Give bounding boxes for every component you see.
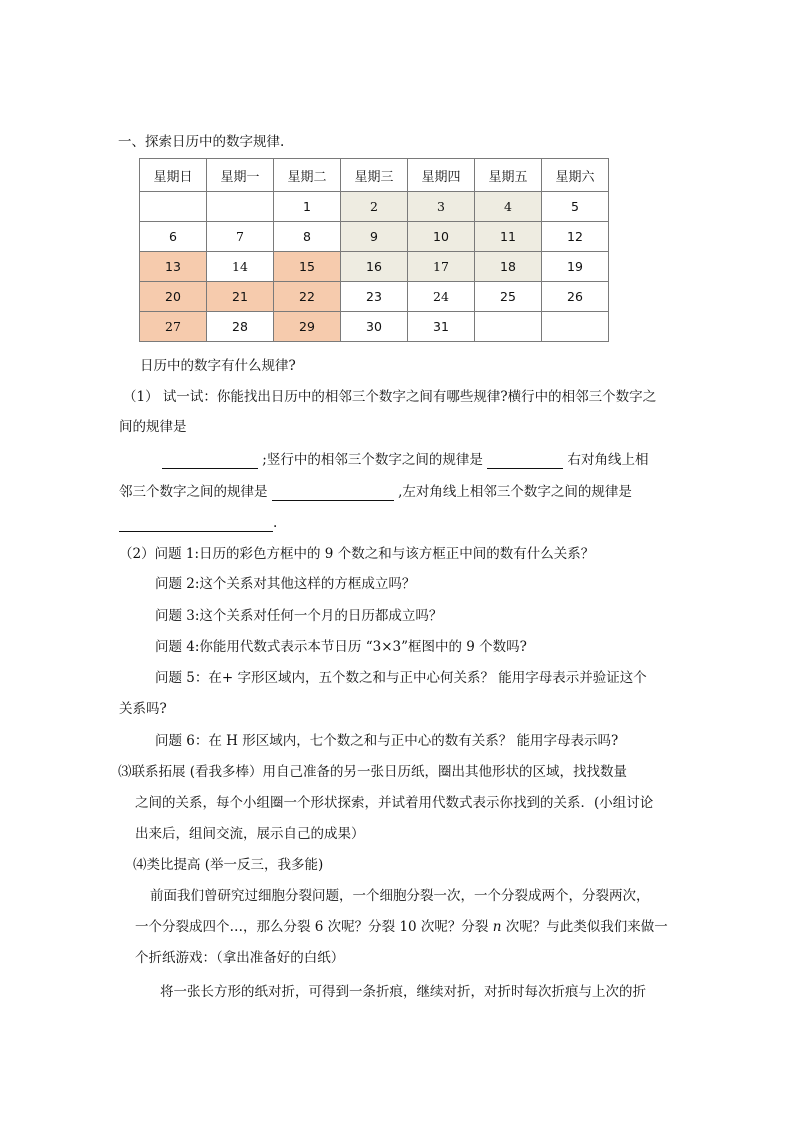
q4-line-2-text: 一个分裂成四个…，那么分裂 6 次呢？分裂 10 次呢？分裂: [135, 919, 493, 935]
calendar-cell: [140, 192, 207, 222]
calendar-cell: 12: [542, 222, 609, 252]
q4-line-2-tail: 次呢？与此类似我们来做一: [501, 919, 668, 935]
weekday-header: 星期一: [207, 159, 274, 192]
calendar-table: [139, 158, 609, 342]
section-title: 一、探索日历中的数字规律.: [118, 134, 285, 150]
calendar-week-row: [140, 192, 609, 222]
q3-line-1: ⑶联系拓展 (看我多棒）用自己准备的另一张日历纸，圈出其他形状的区域，找找数量: [118, 764, 628, 780]
weekday-header: 星期六: [542, 159, 609, 192]
calendar-cell: 21: [207, 282, 274, 312]
calendar-cell: 11: [475, 222, 542, 252]
calendar-cell: 2: [341, 192, 408, 222]
calendar-cell: 27: [140, 312, 207, 342]
q2-problem-1: （2）问题 1:日历的彩色方框中的 9 个数之和与该方框正中间的数有什么关系？: [119, 546, 595, 562]
answer-blank[interactable]: [119, 517, 273, 532]
calendar-cell: 31: [408, 312, 475, 342]
q1-line-5-end: .: [273, 515, 278, 531]
q2-problem-5: 问题 5：在+ 字形区域内，五个数之和与正中心何关系？ 能用字母表示并验证这个: [155, 670, 647, 686]
calendar-cell: 5: [542, 192, 609, 222]
calendar-cell: 22: [274, 282, 341, 312]
q1-line-4-text: 邻三个数字之间的规律是: [119, 484, 268, 500]
weekday-header: 星期日: [140, 159, 207, 192]
q3-line-3: 出来后，组间交流，展示自己的成果）: [135, 826, 365, 842]
q2-problem-3: 问题 3:这个关系对任何一个月的日历都成立吗？: [155, 608, 443, 624]
calendar-cell: [207, 192, 274, 222]
calendar-header-row: [140, 159, 609, 192]
q4-line-1: 前面我们曾研究过细胞分裂问题，一个细胞分裂一次，一个分裂成两个，分裂两次，: [150, 888, 650, 904]
q4-line-4: 将一张长方形的纸对折，可得到一条折痕，继续对折，对折时每次折痕与上次的折: [160, 984, 646, 1000]
calendar-week-row: [140, 222, 609, 252]
q1-line-3: [162, 451, 648, 469]
calendar-cell: 13: [140, 252, 207, 282]
calendar-cell: 6: [140, 222, 207, 252]
q1-line-3-text: ;竖行中的相邻三个数字之间的规律是: [262, 452, 483, 468]
weekday-header: 星期三: [341, 159, 408, 192]
q1-line-4: [119, 483, 632, 501]
q2-problem-4: 问题 4:你能用代数式表示本节日历 “3×3”框图中的 9 个数吗?: [155, 639, 527, 655]
calendar-week-row: [140, 282, 609, 312]
calendar-cell: 24: [408, 282, 475, 312]
calendar-cell: 18: [475, 252, 542, 282]
calendar-cell: 23: [341, 282, 408, 312]
q4-title: ⑷类比提高 (举一反三，我多能): [133, 857, 324, 873]
q1-line-3-tail: 右对角线上相: [567, 452, 649, 468]
calendar-cell: 3: [408, 192, 475, 222]
calendar-cell: 7: [207, 222, 274, 252]
q1-line-2: 间的规律是: [119, 419, 187, 435]
q1-line-4-tail: ,左对角线上相邻三个数字之间的规律是: [398, 484, 632, 500]
q2-problem-6: 问题 6：在 H 形区域内，七个数之和与正中心的数有关系？ 能用字母表示吗?: [155, 733, 619, 749]
q4-line-2: [135, 918, 668, 936]
calendar-cell: 10: [408, 222, 475, 252]
q2-problem-5-cont: 关系吗?: [119, 701, 167, 717]
calendar-cell: 15: [274, 252, 341, 282]
answer-blank[interactable]: [487, 454, 563, 469]
calendar-cell: 8: [274, 222, 341, 252]
weekday-header: 星期四: [408, 159, 475, 192]
question-intro: 日历中的数字有什么规律?: [140, 358, 296, 374]
calendar-week-row: [140, 312, 609, 342]
q1-line-5: [119, 514, 277, 532]
calendar-cell: 28: [207, 312, 274, 342]
calendar-cell: 9: [341, 222, 408, 252]
q2-problem-2: 问题 2:这个关系对其他这样的方框成立吗？: [155, 576, 416, 592]
q4-line-3: 个折纸游戏：（拿出准备好的白纸）: [135, 950, 345, 966]
calendar-cell: [542, 312, 609, 342]
q1-line-1: （1） 试一试：你能找出日历中的相邻三个数字之间有哪些规律?横行中的相邻三个数字之: [123, 389, 657, 405]
calendar-cell: 26: [542, 282, 609, 312]
variable-n: n: [492, 919, 502, 935]
calendar-cell: 20: [140, 282, 207, 312]
calendar-cell: 19: [542, 252, 609, 282]
calendar-cell: 30: [341, 312, 408, 342]
calendar-cell: 14: [207, 252, 274, 282]
calendar-cell: 1: [274, 192, 341, 222]
answer-blank[interactable]: [272, 486, 394, 501]
calendar-cell: 25: [475, 282, 542, 312]
q3-line-2: 之间的关系，每个小组圈一个形状探索，并试着用代数式表示你找到的关系．(小组讨论: [135, 795, 654, 811]
calendar-week-row: [140, 252, 609, 282]
calendar-cell: 16: [341, 252, 408, 282]
calendar-cell: 4: [475, 192, 542, 222]
calendar-cell: [475, 312, 542, 342]
calendar-cell: 29: [274, 312, 341, 342]
calendar-cell: 17: [408, 252, 475, 282]
weekday-header: 星期二: [274, 159, 341, 192]
weekday-header: 星期五: [475, 159, 542, 192]
answer-blank[interactable]: [162, 454, 258, 469]
